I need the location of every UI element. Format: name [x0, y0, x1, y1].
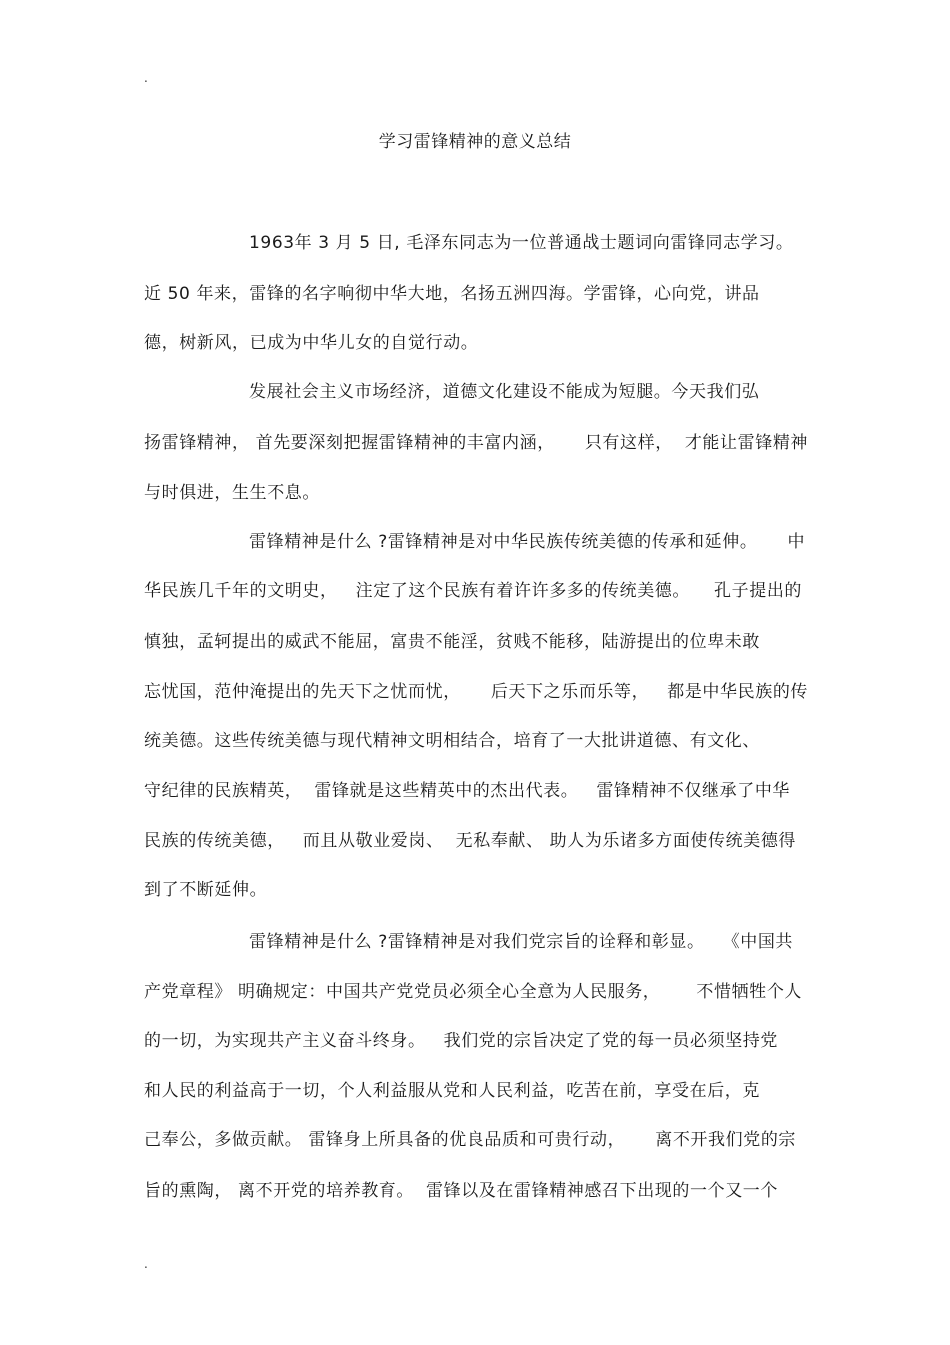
paragraph-line: 雷锋精神是什么 ?雷锋精神是对我们党宗旨的诠释和彰显。 《中国共 — [249, 932, 794, 952]
paragraph-line: 雷锋精神是什么 ?雷锋精神是对中华民族传统美德的传承和延伸。 中 — [249, 532, 806, 552]
paragraph-line: 发展社会主义市场经济，道德文化建设不能成为短腿。今天我们弘 — [249, 382, 760, 402]
paragraph-line: 的一切，为实现共产主义奋斗终身。 我们党的宗旨决定了党的每一员必须坚持党 — [144, 1031, 779, 1051]
paragraph-line: 扬雷锋精神， 首先要深刻把握雷锋精神的丰富内涵， 只有这样， 才能让雷锋精神 — [144, 433, 809, 453]
header-mark: . — [144, 71, 148, 85]
paragraph-line: 和人民的利益高于一切，个人利益服从党和人民利益，吃苦在前，享受在后，克 — [144, 1081, 760, 1101]
paragraph-line: 旨的熏陶， 离不开党的培养教育。 雷锋以及在雷锋精神感召下出现的一个又一个 — [144, 1181, 779, 1201]
page-title: 学习雷锋精神的意义总结 — [378, 132, 572, 152]
paragraph-line: 德，树新风，已成为中华儿女的自觉行动。 — [144, 333, 479, 353]
footer-mark: . — [144, 1257, 148, 1271]
paragraph-line: 民族的传统美德， 而且从敬业爱岗、 无私奉献、 助人为乐诸多方面使传统美德得 — [144, 831, 797, 851]
paragraph-line: 与时俱进，生生不息。 — [144, 483, 320, 503]
paragraph-line: 产党章程》 明确规定：中国共产党党员必须全心全意为人民服务， 不惜牺牲个人 — [144, 982, 803, 1002]
paragraph-line: 己奉公，多做贡献。 雷锋身上所具备的优良品质和可贵行动， 离不开我们党的宗 — [144, 1130, 797, 1150]
paragraph-line: 守纪律的民族精英， 雷锋就是这些精英中的杰出代表。 雷锋精神不仅继承了中华 — [144, 781, 791, 801]
paragraph-line: 到了不断延伸。 — [144, 880, 268, 900]
paragraph-line: 近 50 年来，雷锋的名字响彻中华大地，名扬五洲四海。学雷锋，心向党，讲品 — [144, 284, 760, 304]
paragraph-line: 统美德。这些传统美德与现代精神文明相结合，培育了一大批讲道德、有文化、 — [144, 731, 760, 751]
paragraph-line: 1963年 3 月 5 日, 毛泽东同志为一位普通战士题词向雷锋同志学习。 — [249, 233, 794, 253]
paragraph-line: 华民族几千年的文明史， 注定了这个民族有着许许多多的传统美德。 孔子提出的 — [144, 581, 803, 601]
paragraph-line: 忘忧国，范仲淹提出的先天下之忧而忧， 后天下之乐而乐等， 都是中华民族的传 — [144, 682, 809, 702]
paragraph-line: 慎独，孟轲提出的威武不能屈，富贵不能淫，贫贱不能移，陆游提出的位卑未敢 — [144, 632, 760, 652]
